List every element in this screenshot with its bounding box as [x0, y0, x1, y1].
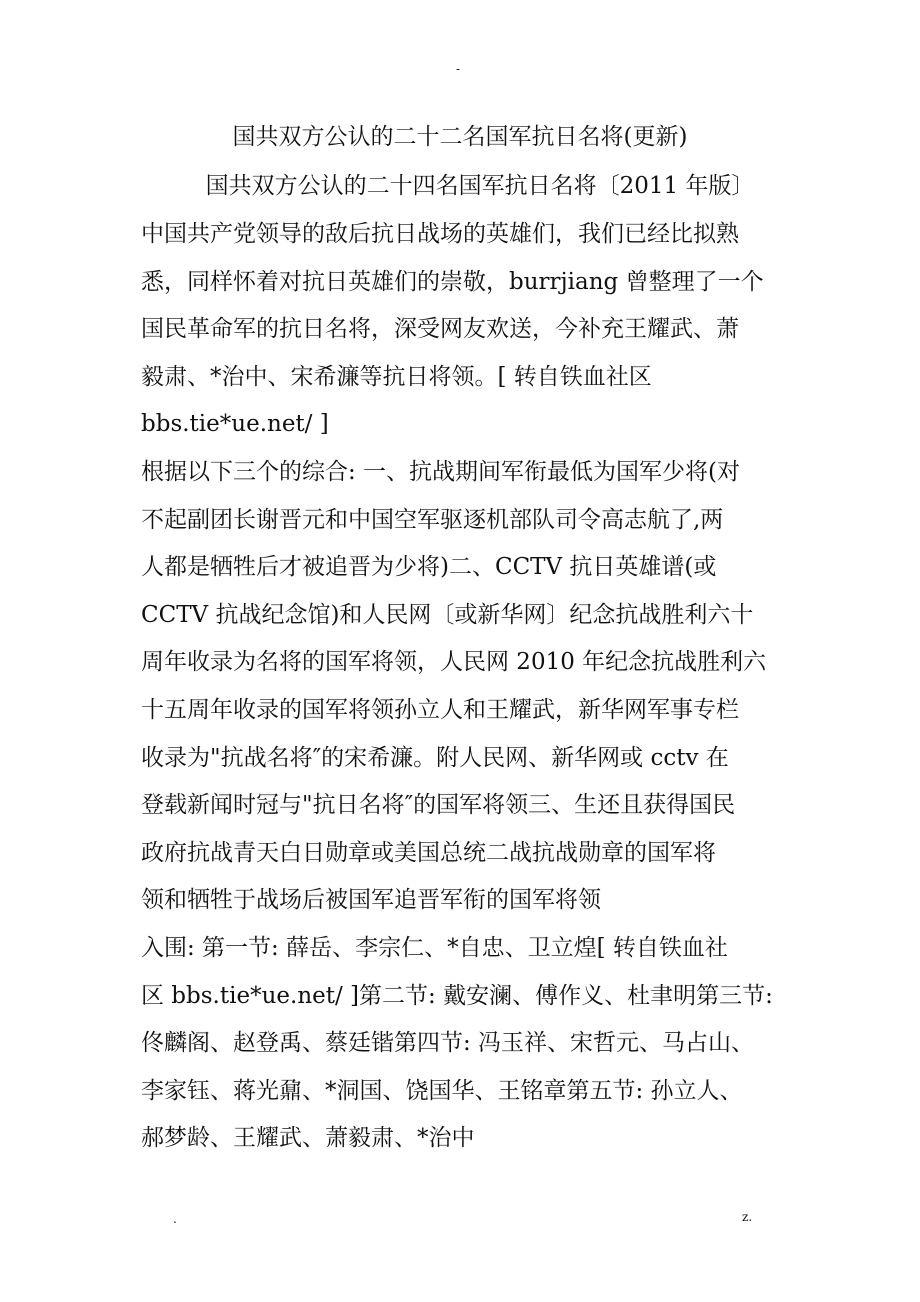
body-line: 入围: 第一节: 薛岳、李宗仁、*自忠、卫立煌[ 转自铁血社	[141, 934, 728, 961]
body-line: 人都是牺牲后才被追晋为少将)二、CCTV 抗日英雄谱(或	[141, 554, 717, 581]
body-line: 悉，同样怀着对抗日英雄们的崇敬，burrjiang 曾整理了一个	[141, 268, 764, 295]
body-line: 周年收录为名将的国军将领，人民网 2010 年纪念抗战胜利六	[141, 649, 767, 676]
body-text	[141, 211, 791, 1163]
body-line: 领和牺牲于战场后被国军追晋军衔的国军将领	[141, 887, 601, 914]
body-line: 收录为"抗战名将″的宋希濂。附人民网、新华网或 cctv 在	[141, 744, 729, 771]
body-line: 国民革命军的抗日名将，深受网友欢送，今补充王耀武、萧	[141, 316, 739, 343]
body-line: 毅肃、*治中、宋希濂等抗日将领。[ 转自铁血社区	[141, 363, 652, 390]
body-line: CCTV 抗战纪念馆)和人民网〔或新华网〕纪念抗战胜利六十	[141, 601, 754, 628]
body-line: 李家钰、蒋光鼐、*洞国、饶国华、王铭章第五节: 孙立人、	[141, 1077, 743, 1104]
body-line: 郝梦龄、王耀武、萧毅肃、*治中	[141, 1125, 475, 1152]
page-header-mark: -	[456, 62, 461, 76]
page-footer-left-mark: .	[173, 1212, 177, 1226]
document-subtitle: 国共双方公认的二十四名国军抗日名将〔2011 年版〕	[205, 173, 755, 199]
body-line: 区 bbs.tie*ue.net/ ]第二节: 戴安澜、傅作义、杜聿明第三节:	[141, 982, 773, 1009]
body-line: 登载新闻时冠与"抗日名将″的国军将领三、生还且获得国民	[141, 792, 736, 819]
body-line: bbs.tie*ue.net/ ]	[141, 411, 329, 438]
body-line: 十五周年收录的国军将领孙立人和王耀武，新华网军事专栏	[141, 696, 739, 723]
page-footer-right-mark: z.	[742, 1210, 753, 1224]
body-line: 政府抗战青天白日勋章或美国总统二战抗战勋章的国军将	[141, 839, 716, 866]
document-title: 国共双方公认的二十二名国军抗日名将(更新)	[232, 124, 688, 150]
body-line: 不起副团长谢晋元和中国空军驱逐机部队司令高志航了,两	[141, 506, 724, 533]
body-line: 中国共产党领导的敌后抗日战场的英雄们，我们已经比拟熟	[141, 221, 739, 247]
body-line: 根据以下三个的综合: 一、抗战期间军衔最低为国军少将(对	[141, 458, 741, 485]
body-line: 佟麟阁、赵登禹、蔡廷锴第四节: 冯玉祥、宋哲元、马占山、	[141, 1030, 755, 1057]
